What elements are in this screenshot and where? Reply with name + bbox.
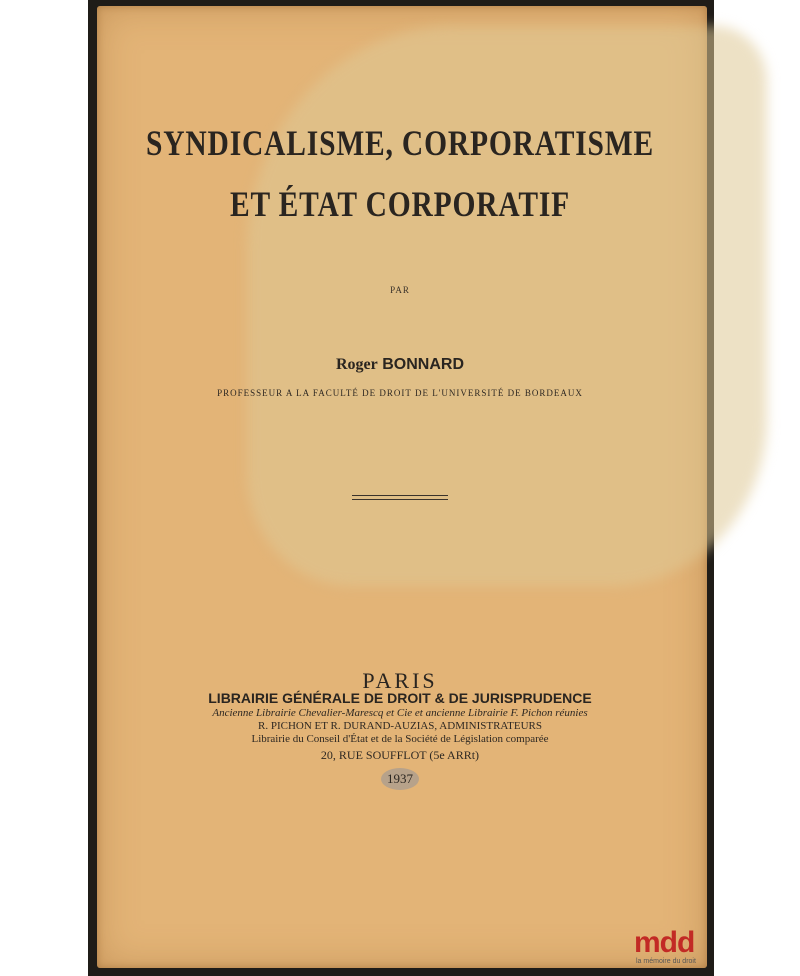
divider-rule <box>352 495 448 500</box>
logo-text: mdd <box>634 926 695 959</box>
publisher-line-2: R. PICHON ET R. DURAND-AUZIAS, ADMINISTRATEURS <box>258 720 542 732</box>
title-line-1: SYNDICALISME, CORPORATISME <box>146 123 654 163</box>
author-name <box>0 356 800 374</box>
logo-tagline: la mémoire du droit <box>636 958 696 965</box>
publication-city: PARIS <box>362 668 438 693</box>
author-first-name: Roger <box>336 356 378 373</box>
by-label: PAR <box>390 285 410 295</box>
publisher-address: 20, RUE SOUFFLOT (5e ARRt) <box>320 748 480 762</box>
paper-stain <box>247 26 767 586</box>
title-line-2: ET ÉTAT CORPORATIF <box>229 184 571 224</box>
publication-year-stamp: 1937 <box>381 768 419 790</box>
publisher-line-3: Librairie du Conseil d'État et de la Société de Législation comparée <box>251 733 549 745</box>
author-affiliation: PROFESSEUR A LA FACULTÉ DE DROIT DE L'UNIVERSITÉ DE BORDEAUX <box>217 388 583 398</box>
author-last-name: BONNARD <box>382 356 464 373</box>
mdd-logo <box>634 928 710 968</box>
publisher-line-1: Ancienne Librairie Chevalier-Marescq et Cie et ancienne Librairie F. Pichon réunies <box>212 707 588 719</box>
publisher-name: LIBRAIRIE GÉNÉRALE DE DROIT & DE JURISPRUDENCE <box>208 690 592 706</box>
